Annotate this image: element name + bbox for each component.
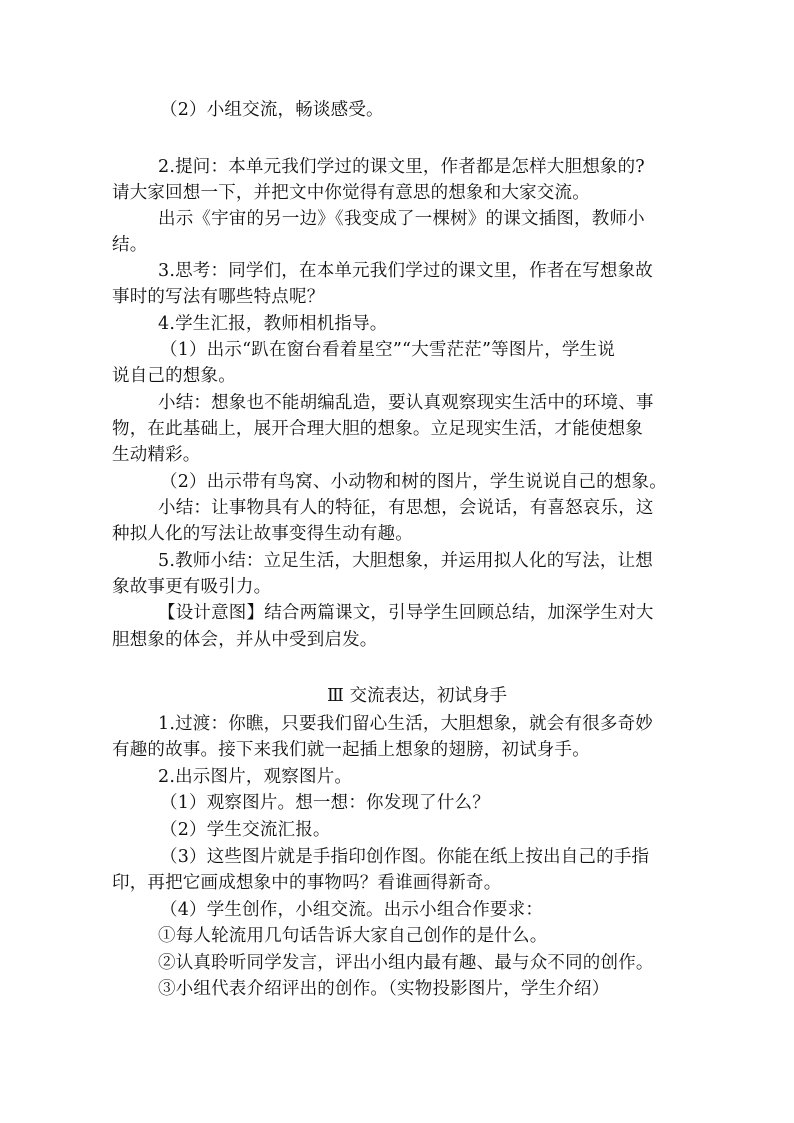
text-line: （1）观察图片。想一想：你发现了什么？ [160, 793, 490, 813]
section-heading: Ⅲ 交流表达，初试身手 [327, 686, 507, 706]
text-line: 2.出示图片，观察图片。 [158, 767, 353, 787]
text-line: 1.过渡：你瞧，只要我们留心生活，大胆想象，就会有很多奇妙 [158, 714, 653, 734]
text-line: （2）学生交流汇报。 [160, 820, 331, 840]
text-line: 3.思考：同学们，在本单元我们学过的课文里，作者在写想象故 [158, 261, 653, 281]
text-line: 4.学生汇报，教师相机指导。 [158, 314, 388, 334]
text-line: （3）这些图片就是手指印创作图。你能在纸上按出自己的手指 [160, 847, 650, 867]
text-line: 事时的写法有哪些特点呢？ [112, 287, 325, 307]
text-line: 种拟人化的写法让故事变得生动有趣。 [112, 524, 413, 544]
text-line: （2）出示带有鸟窝、小动物和树的图片，学生说说自己的想象。 [160, 472, 667, 492]
text-line: 胆想象的体会，并从中受到启发。 [112, 630, 378, 650]
text-line: 5.教师小结：立足生活，大胆想象，并运用拟人化的写法，让想 [158, 551, 653, 571]
text-line: （4）学生创作，小组交流。出示小组合作要求： [160, 900, 544, 920]
text-line: 象故事更有吸引力。 [112, 577, 272, 597]
text-line: 2.提问：本单元我们学过的课文里，作者都是怎样大胆想象的? [158, 157, 645, 177]
list-item: ③小组代表介绍评出的创作。（实物投影图片，学生介绍） [158, 979, 610, 999]
text-line: 印，再把它画成想象中的事物吗？看谁画得新奇。 [112, 873, 502, 893]
text-line: （2）小组交流，畅谈感受。 [160, 100, 384, 120]
list-item: ①每人轮流用几句话告诉大家自己创作的是什么。 [158, 926, 548, 946]
text-line: 小结：让事物具有人的特征，有思想，会说话，有喜怒哀乐，这 [158, 498, 654, 518]
text-line: （1）出示“趴在窗台看着星空”“大雪茫茫”等图片，学生说 [160, 340, 616, 360]
text-line: 物，在此基础上，展开合理大胆的想象。立足现实生活，才能使想象 [112, 419, 643, 439]
list-item: ②认真聆听同学发言，评出小组内最有趣、最与众不同的创作。 [158, 953, 654, 973]
text-line: 出示《宇宙的另一边》《我变成了一棵树》的课文插图，教师小 [158, 209, 645, 229]
design-intent-line: 【设计意图】结合两篇课文，引导学生回顾总结，加深学生对大 [158, 603, 654, 623]
text-line: 说自己的想象。 [112, 366, 236, 386]
text-line: 请大家回想一下，并把文中你觉得有意思的想象和大家交流。 [112, 183, 590, 203]
text-line: 生动精彩。 [112, 445, 201, 465]
text-line: 有趣的故事。接下来我们就一起插上想象的翅膀，初试身手。 [112, 740, 590, 760]
text-line: 结。 [112, 235, 148, 255]
text-line: 小结：想象也不能胡编乱造，要认真观察现实生活中的环境、事 [158, 393, 654, 413]
